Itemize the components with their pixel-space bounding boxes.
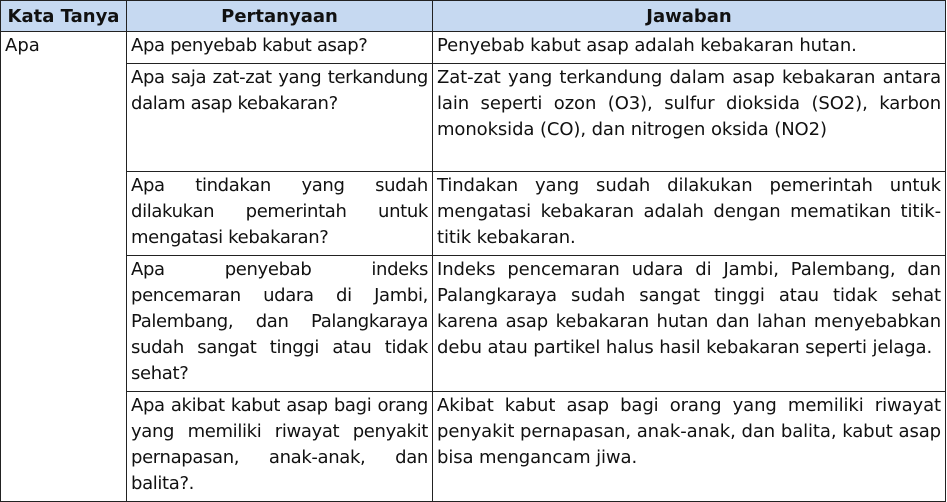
header-pertanyaan: Pertanyaan bbox=[127, 1, 433, 32]
question-cell: Apa penyebab kabut asap? bbox=[127, 32, 433, 64]
header-row bbox=[1, 1, 946, 32]
answer-cell: Tindakan yang sudah dilakukan pemerintah untuk mengatasi kebakaran adalah dengan mematikan titik-titik kebakaran. bbox=[433, 172, 946, 256]
table-row bbox=[1, 64, 946, 172]
question-cell: Apa akibat kabut asap bagi orang yang memiliki riwayat penyakit pernapasan, anak-anak, dan balita?. bbox=[127, 392, 433, 502]
table-row bbox=[1, 172, 946, 256]
question-cell: Apa saja zat-zat yang terkandung dalam asap kebakaran? bbox=[127, 64, 433, 172]
header-jawaban: Jawaban bbox=[433, 1, 946, 32]
kata-tanya-cell: Apa bbox=[1, 32, 127, 502]
header-kata-tanya: Kata Tanya bbox=[1, 1, 127, 32]
answer-cell: Zat-zat yang terkandung dalam asap kebakaran antara lain seperti ozon (O3), sulfur dioksida (SO2), karbon monoksida (CO), dan nitrogen oksida (NO2) bbox=[433, 64, 946, 172]
table-row bbox=[1, 256, 946, 392]
answer-cell: Penyebab kabut asap adalah kebakaran hutan. bbox=[433, 32, 946, 64]
question-cell: Apa penyebab indeks pencemaran udara di Jambi, Palembang, dan Palangkaraya sudah sangat tinggi atau tidak sehat? bbox=[127, 256, 433, 392]
answer-cell: Indeks pencemaran udara di Jambi, Palembang, dan Palangkaraya sudah sangat tinggi atau tidak sehat karena asap kebakaran hutan dan lahan menyebabkan debu atau partikel halus hasil kebakaran seperti jelaga. bbox=[433, 256, 946, 392]
question-cell: Apa tindakan yang sudah dilakukan pemerintah untuk mengatasi kebakaran? bbox=[127, 172, 433, 256]
table-row bbox=[1, 392, 946, 502]
answer-cell: Akibat kabut asap bagi orang yang memiliki riwayat penyakit pernapasan, anak-anak, dan balita, kabut asap bisa mengancam jiwa. bbox=[433, 392, 946, 502]
table-row bbox=[1, 32, 946, 64]
